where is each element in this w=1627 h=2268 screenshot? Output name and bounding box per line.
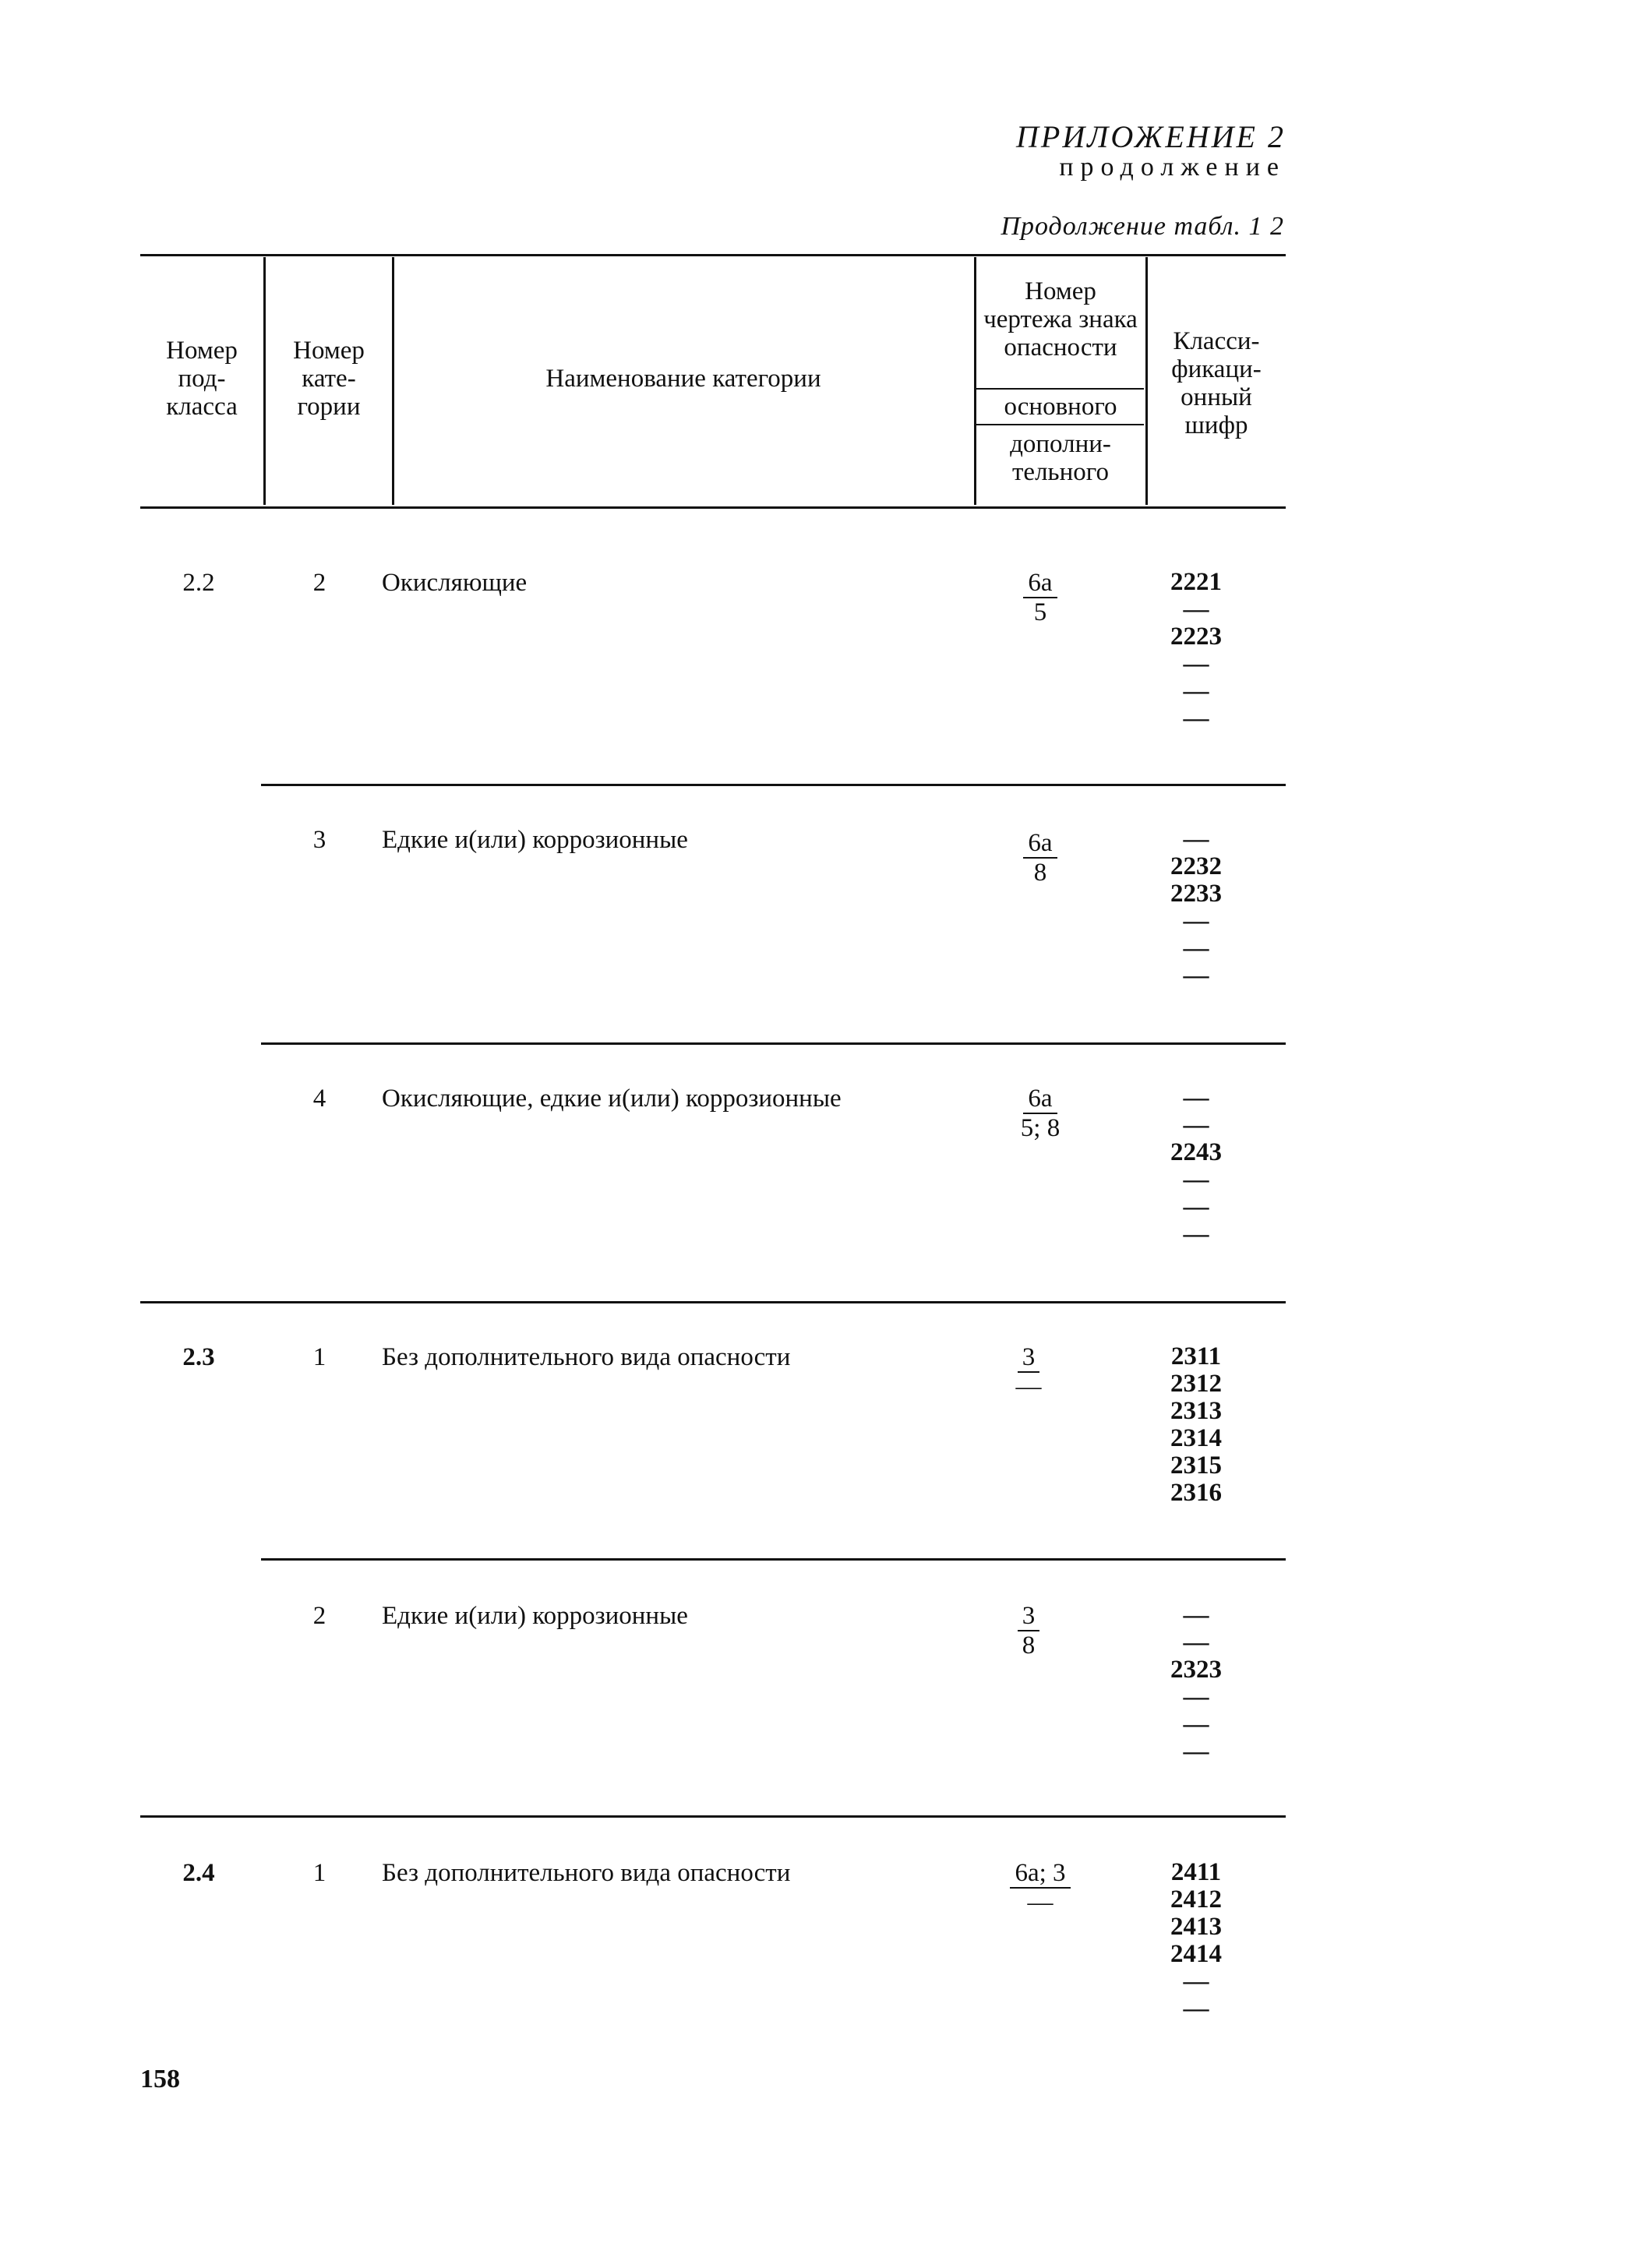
category-number: 4 — [312, 1085, 326, 1113]
code-value: 2323 — [1170, 1656, 1222, 1684]
code-value: — — [1183, 1683, 1209, 1711]
column-header-name: Наименование категории — [545, 365, 821, 393]
code-value: 2221 — [1170, 568, 1222, 596]
code-value: 2315 — [1170, 1451, 1222, 1480]
classification-codes — [1153, 826, 1239, 989]
subclass-number: 2.2 — [182, 569, 215, 597]
drawing-fraction — [990, 1602, 1068, 1660]
category-name: Без дополнительного вида опасности — [382, 1859, 791, 1887]
subclass-number: 2.3 — [182, 1343, 215, 1371]
subclass-separator — [140, 1815, 1286, 1818]
drawing-fraction — [990, 1859, 1091, 1917]
category-number: 1 — [312, 1859, 326, 1887]
code-value: — — [1183, 595, 1209, 623]
code-value: — — [1183, 825, 1209, 853]
header-separator — [263, 257, 266, 505]
subclass-number: 2.4 — [182, 1859, 215, 1887]
code-value: — — [1183, 1193, 1209, 1221]
drawing-main-number: 6а — [1023, 1085, 1057, 1114]
drawing-subheader-rule — [976, 424, 1144, 425]
classification-codes — [1153, 1343, 1239, 1507]
category-name: Едкие и(или) коррозионные — [382, 826, 688, 854]
category-name: Окисляющие, едкие и(или) коррозионные — [382, 1085, 842, 1113]
appendix-subtitle: продолжение — [1059, 153, 1286, 182]
drawing-main-number: 3 — [1018, 1602, 1040, 1631]
header-separator — [1145, 257, 1148, 505]
column-header-drawing: Номер чертежа знака опасности — [983, 277, 1138, 362]
drawing-main-number: 3 — [1018, 1343, 1040, 1373]
code-value: 2313 — [1170, 1397, 1222, 1425]
code-value: 2243 — [1170, 1138, 1222, 1166]
code-value: 2414 — [1170, 1940, 1222, 1968]
drawing-extra-number: 5; 8 — [1020, 1114, 1061, 1142]
category-number: 2 — [312, 569, 326, 597]
drawing-main-number: 6а — [1023, 829, 1057, 859]
classification-codes — [1153, 569, 1239, 732]
drawing-fraction — [990, 1085, 1091, 1142]
column-header-code: Класси-фикаци-онный шифр — [1171, 327, 1262, 439]
column-header-category: Номер кате-гории — [293, 337, 365, 421]
code-value: — — [1183, 1601, 1209, 1629]
column-header-drawing-extra: дополни-тельного — [1010, 430, 1111, 486]
code-value: 2413 — [1170, 1913, 1222, 1941]
classification-codes — [1153, 1602, 1239, 1765]
code-value: 2314 — [1170, 1424, 1222, 1452]
code-value: 2233 — [1170, 880, 1222, 908]
drawing-extra-number: 5 — [1033, 598, 1047, 626]
code-value: — — [1183, 1967, 1209, 1995]
category-name: Едкие и(или) коррозионные — [382, 1602, 688, 1630]
code-value: 2316 — [1170, 1479, 1222, 1507]
header-separator — [392, 257, 394, 505]
drawing-main-number: 6а; 3 — [1010, 1859, 1070, 1889]
header-separator — [974, 257, 976, 505]
drawing-fraction — [990, 569, 1091, 626]
subclass-separator — [140, 1301, 1286, 1303]
code-value: — — [1183, 677, 1209, 705]
code-value: 2232 — [1170, 852, 1222, 880]
column-header-subclass: Номер под-класса — [166, 337, 238, 421]
drawing-extra-number: — — [1027, 1889, 1053, 1917]
drawing-subheader-rule — [976, 388, 1144, 390]
code-value: 2312 — [1170, 1370, 1222, 1398]
drawing-fraction — [990, 1343, 1068, 1401]
code-value: 2411 — [1170, 1858, 1222, 1886]
drawing-extra-number: — — [1015, 1373, 1042, 1401]
code-value: — — [1183, 650, 1209, 678]
classification-codes — [1153, 1859, 1239, 2023]
table-header-bottom-rule — [140, 506, 1286, 509]
code-value: — — [1183, 907, 1209, 935]
category-name: Без дополнительного вида опасности — [382, 1343, 791, 1371]
code-value: — — [1183, 1111, 1209, 1139]
code-value: — — [1183, 1995, 1209, 2023]
category-name: Окисляющие — [382, 569, 528, 597]
code-value: — — [1183, 1628, 1209, 1656]
category-number: 1 — [312, 1343, 326, 1371]
category-separator — [261, 1558, 1286, 1561]
table-top-rule — [140, 254, 1286, 256]
drawing-fraction — [990, 829, 1091, 887]
code-value: — — [1183, 934, 1209, 962]
code-value: — — [1183, 961, 1209, 989]
category-number: 2 — [312, 1602, 326, 1630]
appendix-title: ПРИЛОЖЕНИЕ 2 — [1016, 119, 1286, 154]
table-continuation-label: Продолжение табл. 1 2 — [1001, 212, 1284, 241]
code-value: 2311 — [1170, 1342, 1222, 1370]
code-value: — — [1183, 1220, 1209, 1248]
code-value: — — [1183, 1737, 1209, 1765]
code-value: — — [1183, 1166, 1209, 1194]
page-number: 158 — [140, 2065, 180, 2093]
drawing-extra-number: 8 — [1033, 859, 1047, 887]
classification-codes — [1153, 1085, 1239, 1248]
code-value: 2223 — [1170, 623, 1222, 651]
category-separator — [261, 784, 1286, 786]
code-value: — — [1183, 1710, 1209, 1738]
drawing-main-number: 6а — [1023, 569, 1057, 598]
code-value: 2412 — [1170, 1885, 1222, 1914]
column-header-drawing-main: основного — [1004, 393, 1117, 421]
category-separator — [261, 1042, 1286, 1045]
category-number: 3 — [312, 826, 326, 854]
code-value: — — [1183, 704, 1209, 732]
code-value: — — [1183, 1084, 1209, 1112]
drawing-extra-number: 8 — [1022, 1631, 1036, 1660]
